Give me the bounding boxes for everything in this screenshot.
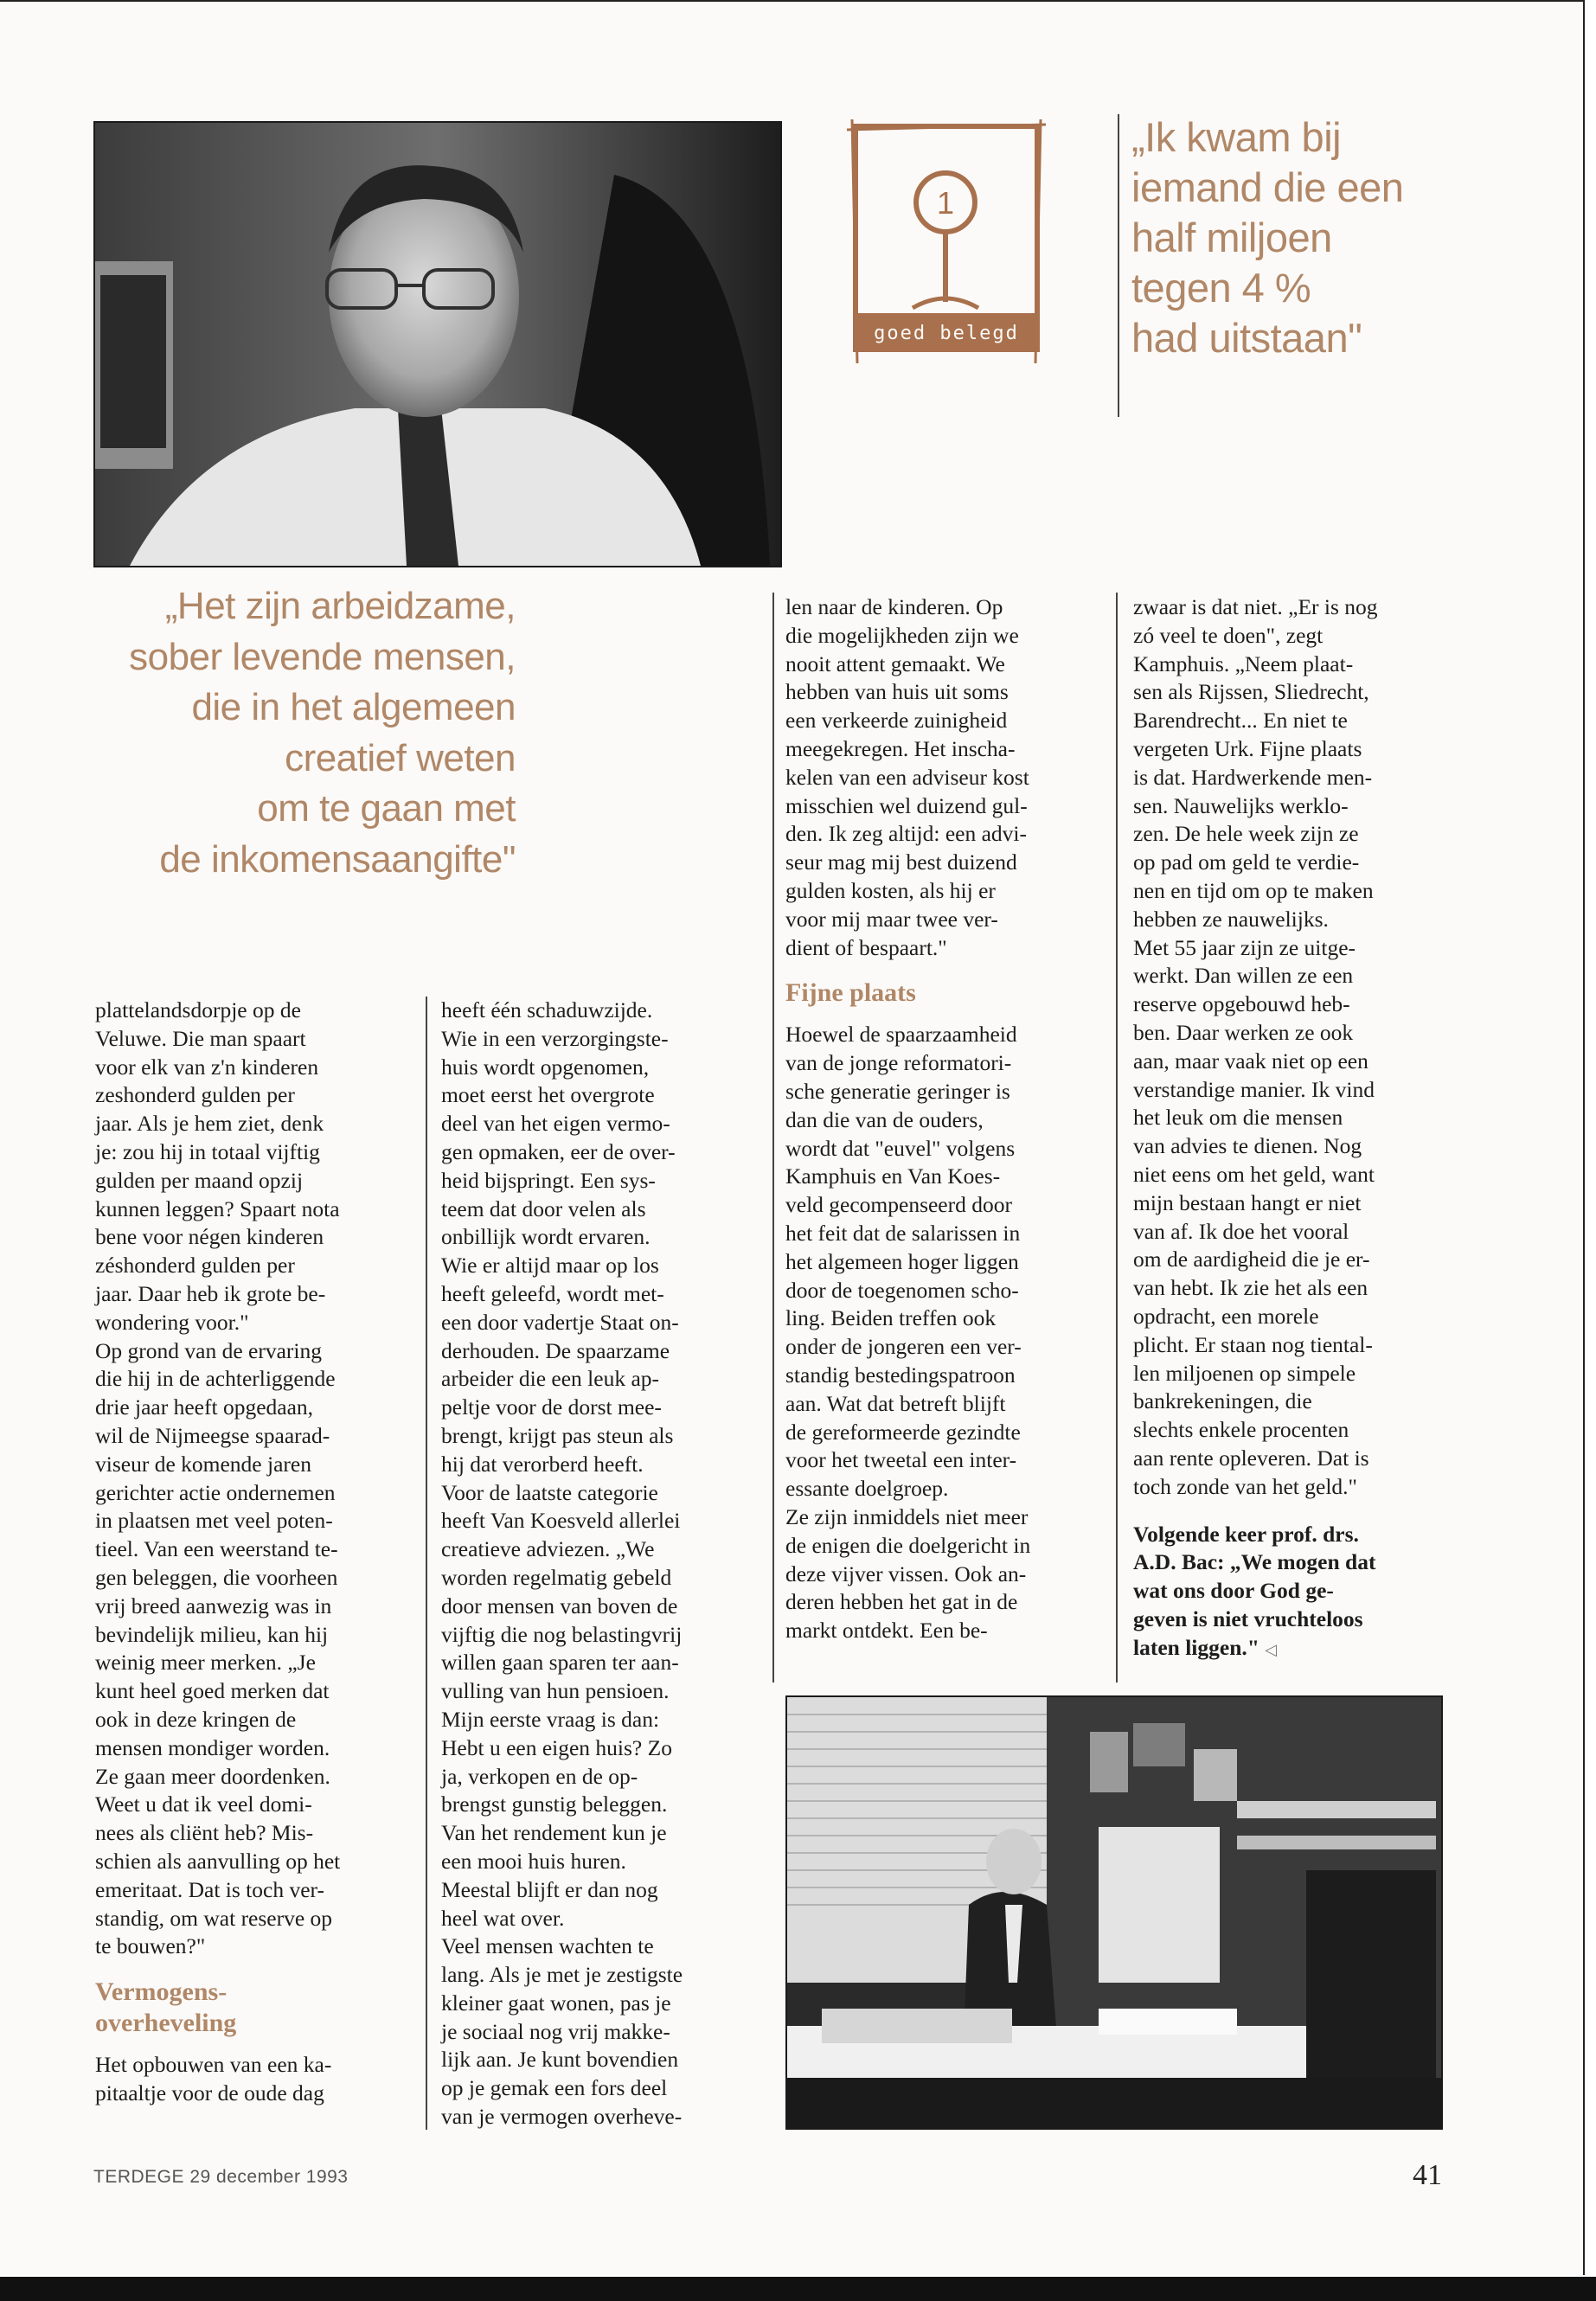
text-line: kunnen leggen? Spaart nota (95, 1195, 340, 1221)
text-line: wil de Nijmeegse spaarad- (95, 1422, 330, 1448)
text-line: Van het rendement kun je (441, 1820, 667, 1846)
quote-line: om te gaan met (257, 787, 516, 830)
text-line: zeshonderd gulden per (95, 1082, 295, 1108)
text-line: wordt dat "euvel" volgens (785, 1135, 1016, 1161)
text-line: len miljoenen op simpele (1133, 1360, 1356, 1386)
text-line: Met 55 jaar zijn ze uitge- (1133, 934, 1356, 960)
text-line: nen en tijd om op te maken (1133, 877, 1374, 903)
text-line: slechts enkele procenten (1133, 1417, 1349, 1443)
text-line: drie jaar heeft opgedaan, (95, 1394, 314, 1420)
text-line: ben. Daar werken ze ook (1133, 1019, 1354, 1045)
text-line: deren hebben het gat in de (785, 1589, 1018, 1615)
text-line: gen opmaken, eer de over- (441, 1138, 676, 1164)
text-line: sche generatie geringer is (785, 1078, 1010, 1104)
article-column-3 (785, 593, 1106, 1645)
article-column-2 (441, 997, 761, 2131)
text-line: die hij in de achterliggende (95, 1366, 336, 1392)
text-line: Veel mensen wachten te (441, 1933, 654, 1959)
text-line: een door vadertje Staat on- (441, 1309, 679, 1335)
text-line: door mensen van boven de (441, 1593, 678, 1618)
text-line: ling. Beiden treffen ook (785, 1305, 997, 1331)
text-line: hebben ze nauwelijks. (1133, 906, 1329, 932)
text-line: dient of bespaart." (785, 934, 947, 960)
text-line: mensen mondiger worden. (95, 1734, 330, 1760)
text-line: heeft geleefd, wordt met- (441, 1280, 664, 1306)
subheading-fijne-plaats: Fijne plaats (785, 978, 916, 1008)
text-line: het leuk om die mensen (1133, 1105, 1343, 1131)
column-divider (1116, 593, 1118, 1682)
goed-belegd-logo (843, 116, 1049, 369)
quote-line: tegen 4 % (1131, 265, 1311, 311)
quote-line: die in het algemeen (191, 686, 516, 728)
scan-border (0, 2277, 1596, 2301)
quote-line: iemand die een (1131, 164, 1404, 210)
text-line: lijk aan. Je kunt bovendien (441, 2047, 679, 2073)
text-line: gulden per maand opzij (95, 1167, 304, 1193)
subheading-vermogens (95, 1977, 415, 2039)
text-line: dan die van de ouders, (785, 1106, 984, 1132)
text-line: van je vermogen overheve- (441, 2104, 683, 2130)
portrait-photo (93, 121, 782, 567)
text-line: onbillijk wordt ervaren. (441, 1224, 651, 1250)
text-line: het feit dat de salarissen in (785, 1220, 1021, 1246)
text-line: Hebt u een eigen huis? Zo (441, 1734, 672, 1760)
text-line: Het opbouwen van een ka- (95, 2052, 332, 2078)
text-line: nooit attent gemaakt. We (785, 651, 1005, 676)
text-line: deze vijver vissen. Ook an- (785, 1561, 1027, 1586)
text-line: werkt. Dan willen ze een (1133, 963, 1354, 989)
text-line: ja, verkopen en de op- (441, 1763, 638, 1789)
text-line: verstandige manier. Ik vind (1133, 1076, 1375, 1102)
text-line: in plaatsen met veel poten- (95, 1508, 333, 1534)
quote-line: „Het zijn arbeidzame, (164, 585, 516, 627)
text-line: bene voor négen kinderen (95, 1224, 324, 1250)
logo-number: 1 (936, 185, 955, 221)
subheading-line: Vermogens- (95, 1977, 228, 2007)
article-column-4 (1133, 593, 1453, 1663)
text-line: aan, maar vaak niet op een (1133, 1048, 1368, 1074)
text-line: huis wordt opgenomen, (441, 1054, 650, 1080)
text-line: standig, om wat reserve op (95, 1905, 333, 1931)
text-line: deel van het eigen vermo- (441, 1111, 670, 1137)
text-line: de gereformeerde gezindte (785, 1419, 1021, 1445)
text-line: teem dat door velen als (441, 1195, 646, 1221)
text-line: een verkeerde zuinigheid (785, 708, 1008, 734)
text-line: nees als cliënt heb? Mis- (95, 1820, 314, 1846)
text-line: jaar. Als je hem ziet, denk (95, 1111, 324, 1137)
text-line: Op grond van de ervaring (95, 1337, 322, 1363)
text-line: weinig meer merken. „Je (95, 1650, 316, 1676)
text-line: de enigen die doelgericht in (785, 1532, 1031, 1558)
text-line: gen beleggen, die voorheen (95, 1564, 338, 1590)
text-line: heel wat over. (441, 1905, 565, 1931)
text-line: aan. Wat dat betreft blijft (785, 1390, 1006, 1416)
text-line: om de aardigheid die je er- (1133, 1247, 1370, 1272)
text-line: Hoewel de spaarzaamheid (785, 1022, 1017, 1048)
text-line: voor elk van z'n kinderen (95, 1054, 319, 1080)
text-line: Barendrecht... En niet te (1133, 708, 1348, 734)
text-line: plicht. Er staan nog tiental- (1133, 1331, 1373, 1357)
text-line: je sociaal nog vrij makke- (441, 2018, 670, 2044)
text-line: Veluwe. Die man spaart (95, 1025, 306, 1051)
text-line: voor mij maar twee ver- (785, 906, 998, 932)
quote-line: half miljoen (1131, 215, 1332, 260)
text-line: opdracht, een morele (1133, 1303, 1319, 1329)
text-line: essante doelgroep. (785, 1476, 949, 1502)
text-line: meegekregen. Het inscha- (785, 735, 1016, 761)
text-line: die mogelijkheden zijn we (785, 622, 1019, 648)
text-line: heeft Van Koesveld allerlei (441, 1508, 681, 1534)
text-line: voor het tweetal een inter- (785, 1447, 1017, 1473)
text-line: schien als aanvulling op het (95, 1848, 341, 1874)
quote-line: sober levende mensen, (129, 635, 516, 678)
next-issue-line: Volgende keer prof. drs. (1133, 1521, 1359, 1547)
text-line: niet eens om het geld, want (1133, 1161, 1375, 1187)
text-line: je: zou hij in totaal vijftig (95, 1138, 320, 1164)
text-line: pitaaltje voor de oude dag (95, 2080, 324, 2106)
text-line: is dat. Hardwerkende men- (1133, 764, 1373, 790)
text-line: toch zonde van het geld." (1133, 1473, 1357, 1499)
text-line: Ze gaan meer doordenken. (95, 1763, 330, 1789)
text-line: arbeider die een leuk ap- (441, 1366, 660, 1392)
text-line: onder de jongeren een ver- (785, 1334, 1022, 1360)
text-line: aan rente opleveren. Dat is (1133, 1445, 1369, 1471)
text-line: kleiner gaat wonen, pas je (441, 1990, 671, 2016)
text-line: jaar. Daar heb ik grote be- (95, 1280, 326, 1306)
text-line: viseur de komende jaren (95, 1451, 311, 1477)
text-line: Weet u dat ik veel domi- (95, 1791, 312, 1817)
text-line: zéshonderd gulden per (95, 1253, 295, 1279)
text-line: van af. Ik doe het vooral (1133, 1218, 1349, 1244)
text-line: sen. Nauwelijks werklo- (1133, 792, 1349, 818)
text-line: worden regelmatig gebeld (441, 1564, 672, 1590)
next-issue-last (1133, 1634, 1453, 1664)
text-line: Ze zijn inmiddels niet meer (785, 1503, 1029, 1529)
text-line: op pad om geld te verdie- (1133, 849, 1360, 875)
text-line: reserve opgebouwd heb- (1133, 991, 1350, 1017)
text-line: een mooi huis huren. (441, 1848, 626, 1874)
quote-line: had uitstaan" (1131, 315, 1362, 361)
text-line: Wie er altijd maar op los (441, 1253, 659, 1279)
next-issue-line: A.D. Bac: „We mogen dat (1133, 1549, 1376, 1575)
text-line: vijftig die nog belastingvrij (441, 1621, 683, 1647)
text-line: standig bestedingspatroon (785, 1362, 1016, 1388)
text-line: len naar de kinderen. Op (785, 594, 1003, 619)
text-line: Mijn eerste vraag is dan: (441, 1706, 660, 1732)
text-line: misschien wel duizend gul- (785, 792, 1028, 818)
text-line: Meestal blijft er dan nog (441, 1876, 658, 1902)
pullquote-left (83, 581, 516, 885)
text-line: seur mag mij best duizend (785, 849, 1017, 875)
text-line: plattelandsdorpje op de (95, 997, 301, 1022)
text-line: tieel. Van een weerstand te- (95, 1536, 338, 1562)
text-line: mijn bestaan hangt er niet (1133, 1189, 1362, 1215)
text-line: Wie in een verzorgingste- (441, 1025, 669, 1051)
end-mark: ◁ (1265, 1640, 1278, 1658)
text-line: Kamphuis en Van Koes- (785, 1163, 1001, 1189)
text-line: van de jonge reformatori- (785, 1050, 1012, 1076)
text-line: hebben van huis uit soms (785, 679, 1009, 705)
text-line: vrij breed aanwezig was in (95, 1593, 332, 1618)
article-column-1 (95, 997, 415, 2108)
column-divider (772, 593, 774, 1682)
issue-date: 29 december 1993 (189, 2167, 349, 2187)
text-line: te bouwen?" (95, 1933, 206, 1959)
text-line: op je gemak een fors deel (441, 2075, 668, 2101)
text-line: Kamphuis. „Neem plaat- (1133, 651, 1354, 676)
text-line: Voor de laatste categorie (441, 1479, 658, 1505)
text-line: bankrekeningen, die (1133, 1388, 1312, 1414)
text-line: gerichter actie ondernemen (95, 1479, 336, 1505)
text-line: derhouden. De spaarzame (441, 1337, 670, 1363)
quote-divider (1118, 114, 1119, 417)
text-line: heeft één schaduwzijde. (441, 997, 653, 1022)
next-issue-line: laten liggen." (1133, 1634, 1259, 1660)
page-footer (93, 2167, 349, 2188)
pullquote-top (1131, 112, 1403, 363)
text-line: het algemeen hoger liggen (785, 1248, 1019, 1274)
text-line: creatieve adviezen. „We (441, 1536, 655, 1562)
text-line: zwaar is dat niet. „Er is nog (1133, 594, 1378, 619)
text-line: markt ontdekt. Een be- (785, 1618, 988, 1644)
text-line: heid bijspringt. Een sys- (441, 1167, 656, 1193)
page-number: 41 (1413, 2159, 1442, 2191)
text-line: emeritaat. Dat is toch ver- (95, 1876, 324, 1902)
subheading-line: overheveling (95, 2009, 237, 2038)
text-line: brengt, krijgt pas steun als (441, 1422, 674, 1448)
text-line: bevindelijk milieu, kan hij (95, 1621, 329, 1647)
quote-line: de inkomensaangifte" (159, 837, 516, 881)
text-line: zó veel te doen", zegt (1133, 622, 1324, 648)
text-line: lang. Als je met je zestigste (441, 1962, 683, 1988)
quote-line: creatief weten (285, 736, 516, 779)
column-divider (426, 997, 427, 2130)
logo-label: goed belegd (874, 323, 1019, 344)
next-issue-line: wat ons door God ge- (1133, 1578, 1334, 1604)
text-line: van advies te dienen. Nog (1133, 1133, 1362, 1159)
text-line: wondering voor." (95, 1309, 249, 1335)
text-line: van hebt. Ik zie het als een (1133, 1275, 1368, 1301)
text-line: veld gecompenseerd door (785, 1192, 1012, 1218)
text-line: moet eerst het overgrote (441, 1082, 655, 1108)
text-line: willen gaan sparen ter aan- (441, 1650, 679, 1676)
text-line: vulling van hun pensioen. (441, 1678, 670, 1704)
text-line: gulden kosten, als hij er (785, 877, 996, 903)
magazine-name: TERDEGE (93, 2167, 185, 2187)
text-line: brengst gunstig beleggen. (441, 1791, 668, 1817)
office-photo (785, 1695, 1443, 2130)
text-line: den. Ik zeg altijd: een advi- (785, 821, 1027, 847)
text-line: peltje voor de dorst mee- (441, 1394, 662, 1420)
text-line: door de toegenomen scho- (785, 1277, 1019, 1303)
text-line: vergeten Urk. Fijne plaats (1133, 735, 1362, 761)
text-line: zen. De hele week zijn ze (1133, 821, 1359, 847)
quote-line: „Ik kwam bij (1131, 114, 1342, 160)
text-line: hij dat verorberd heeft. (441, 1451, 644, 1477)
text-line: sen als Rijssen, Sliedrecht, (1133, 679, 1369, 705)
text-line: ook in deze kringen de (95, 1706, 297, 1732)
text-line: kelen van een adviseur kost (785, 764, 1029, 790)
next-issue-line: geven is niet vruchteloos (1133, 1606, 1363, 1631)
text-line: kunt heel goed merken dat (95, 1678, 330, 1704)
